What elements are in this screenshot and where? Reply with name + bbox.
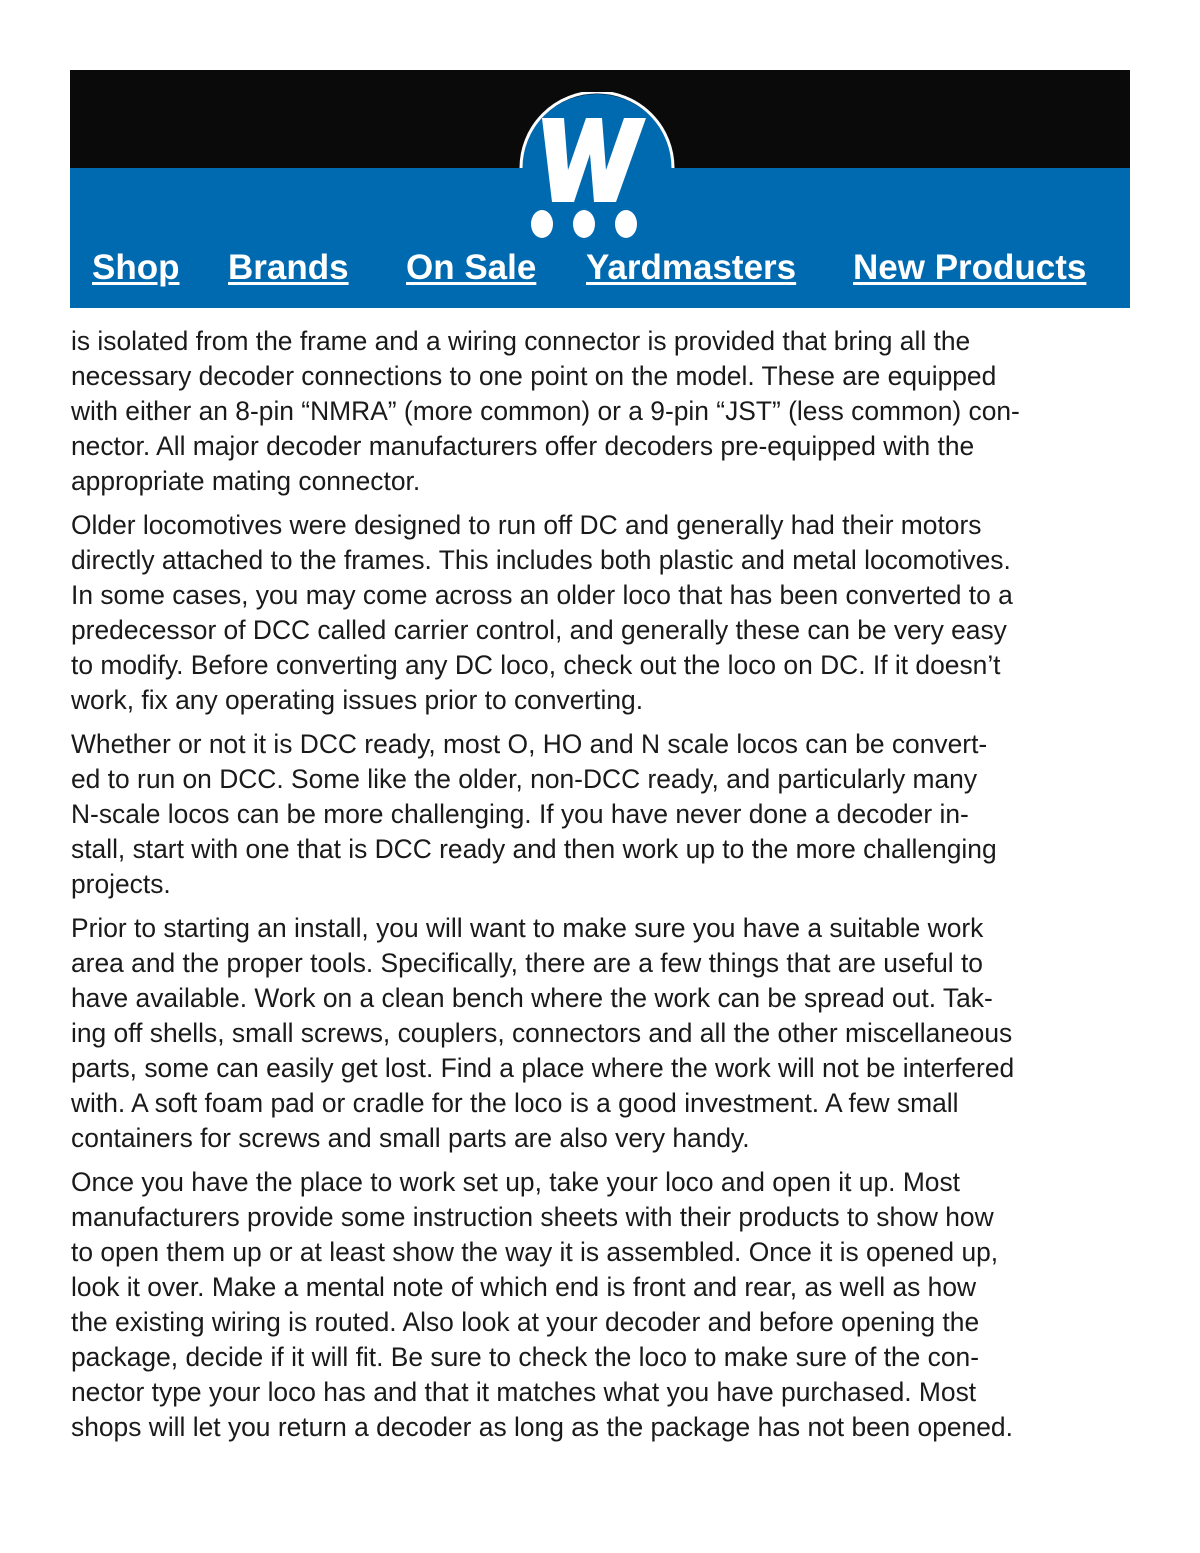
article-body	[71, 324, 1135, 1454]
nav-link-yardmasters[interactable]: Yardmasters	[586, 248, 797, 287]
nav-link-new-products[interactable]: New Products	[853, 248, 1087, 287]
nav-link-brands[interactable]: Brands	[228, 248, 349, 287]
walthers-logo-icon[interactable]	[512, 92, 682, 242]
paragraph: Whether or not it is DCC ready, most O, HO and N scale locos can be convert- ed to run on DCC. Some like the older, non-DCC ready, and particularly many N-scale locos can be more challenging. If you have never done a decoder in- stall, start with one that is DCC ready and then work up to the more challenging projects.	[71, 729, 997, 899]
main-nav	[70, 248, 1130, 298]
paragraph: Prior to starting an install, you will want to make sure you have a suitable work area and the proper tools. Specifically, there are a few things that are useful to have available. Work on a clean bench where the work can be spread out. Tak- ing off shells, small screws, couplers, connectors and all the other miscellaneous parts, some can easily get lost. Find a place where the work will not be interfered with. A soft foam pad or cradle for the loco is a good investment. A few small containers for screws and small parts are also very handy.	[71, 913, 1015, 1153]
paragraph: is isolated from the frame and a wiring connector is provided that bring all the necessary decoder connections to one point on the model. These are equipped with either an 8-pin “NMRA” (more common) or a 9-pin “JST” (less common) con- nector. All major decoder manufacturers offer decoders pre-equipped with the appropriate mating connector.	[71, 326, 1020, 496]
nav-link-shop[interactable]: Shop	[92, 248, 180, 287]
header-banner	[70, 70, 1130, 308]
paragraph: Older locomotives were designed to run off DC and generally had their motors directly attached to the frames. This includes both plastic and metal locomotives. In some cases, you may come across an older loco that has been converted to a predecessor of DCC called carrier control, and generally these can be very easy to modify. Before converting any DC loco, check out the loco on DC. If it doesn’t work, fix any operating issues prior to converting.	[71, 510, 1013, 715]
paragraph: Once you have the place to work set up, take your loco and open it up. Most manufacturers provide some instruction sheets with their products to show how to open them up or at least show the way it is assembled. Once it is opened up, look it over. Make a mental note of which end is front and rear, as well as how the existing wiring is routed. Also look at your decoder and before opening the package, decide if it will fit. Be sure to check the loco to make sure of the con- nector type your loco has and that it matches what you have purchased. Most shops will let you return a decoder as long as the package has not been opened.	[71, 1167, 1013, 1442]
nav-link-on-sale[interactable]: On Sale	[406, 248, 537, 287]
